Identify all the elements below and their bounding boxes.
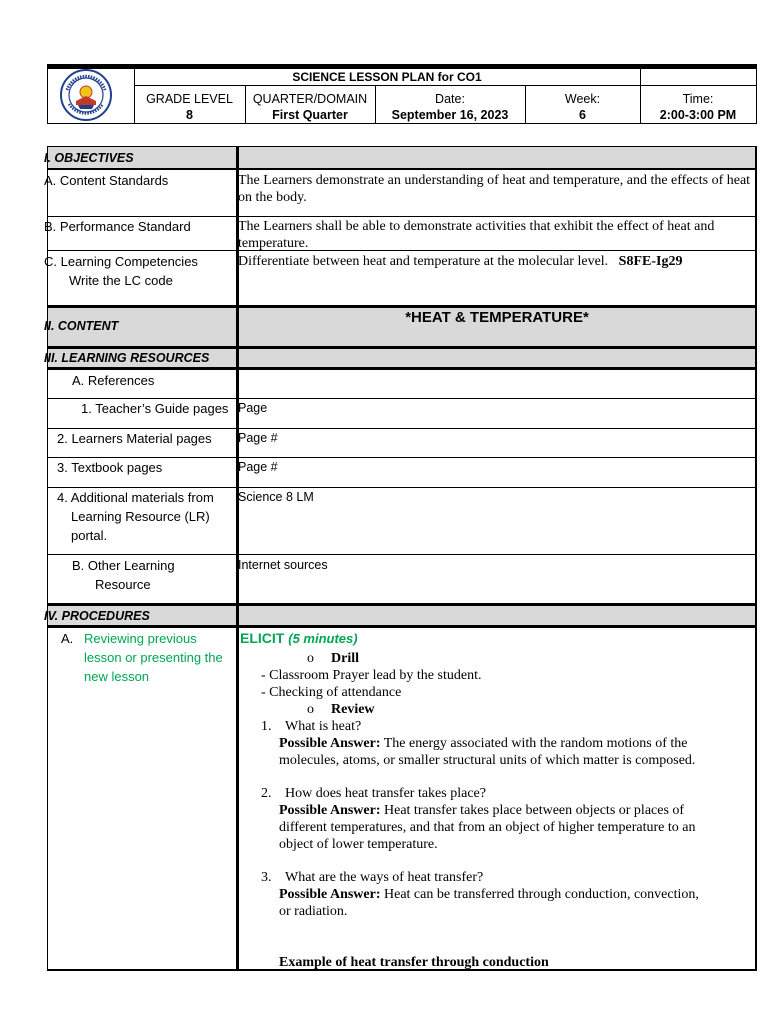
quarter-label: QUARTER/DOMAIN [252, 92, 368, 106]
answer-2-text: Heat transfer takes place between objects or places of [384, 803, 685, 818]
elicit-heading [240, 630, 358, 646]
content-standards-value: The Learners demonstrate an understanding of heat and temperature, and the effects of heat on the body. [238, 173, 751, 205]
question-3: What are the ways of heat transfer? [285, 870, 484, 885]
time-value: 2:00-3:00 PM [659, 108, 737, 122]
deped-seal-logo [59, 68, 113, 122]
table-rule [47, 625, 757, 628]
answer-1 [279, 735, 688, 752]
performance-standard-value: The Learners shall be able to demonstrate activities that exhibit the effect of heat and temperature. [238, 219, 715, 251]
table-right-rule [755, 146, 757, 971]
other-resource-label: B. Other Learning [72, 558, 175, 573]
answer-1-line-2: molecules, atoms, or smaller structural units of which matter is composed. [279, 753, 696, 768]
answer-3 [279, 886, 699, 903]
content-topic: *HEAT & TEMPERATURE* [405, 309, 589, 326]
table-rule [47, 367, 757, 370]
answer-2-line-3: object of lower temperature. [279, 837, 438, 852]
procedures-band [47, 605, 757, 626]
week-value: 6 [579, 108, 586, 122]
question-1-number: 1. [261, 719, 272, 734]
learners-material-label: 2. Learners Material pages [57, 431, 212, 446]
review-bullet: o [307, 702, 314, 717]
other-resource-value: Internet sources [238, 558, 328, 572]
additional-materials-label-3: portal. [71, 528, 108, 543]
conduction-example-heading: Example of heat transfer through conduction [279, 955, 549, 970]
procedures-heading: IV. PROCEDURES [44, 609, 150, 623]
answer-3-line-2: or radiation. [279, 904, 348, 919]
additional-materials-label-2: Learning Resource (LR) [71, 509, 210, 524]
additional-materials-value: Science 8 LM [238, 490, 314, 504]
lesson-plan-title: SCIENCE LESSON PLAN for CO1 [292, 70, 482, 84]
resources-heading: III. LEARNING RESOURCES [44, 351, 210, 365]
references-label: A. References [72, 373, 155, 388]
other-resource-label-2: Resource [95, 577, 151, 592]
drill-item-attendance: - Checking of attendance [261, 685, 402, 700]
table-rule [47, 554, 757, 555]
header-right-rule [756, 64, 757, 124]
answer-1-label: Possible Answer: [279, 736, 381, 751]
question-2-number: 2. [261, 786, 272, 801]
learners-material-value: Page # [238, 431, 278, 445]
answer-3-text: Heat can be transferred through conduction, convection, [384, 887, 699, 902]
table-rule [47, 305, 757, 308]
procedure-a-label-3: new lesson [84, 669, 150, 684]
answer-2-line-2: different temperatures, and that from an object of higher temperature to an [279, 820, 696, 835]
grade-level-value: 8 [186, 108, 193, 122]
teachers-guide-label: 1. Teacher’s Guide pages [81, 401, 229, 416]
objectives-heading: I. OBJECTIVES [44, 151, 134, 165]
lc-code: S8FE-Ig29 [618, 254, 683, 269]
procedure-a-label: Reviewing previous [84, 631, 197, 646]
procedure-a-letter: A. [61, 631, 74, 646]
question-3-number: 3. [261, 870, 272, 885]
answer-3-label: Possible Answer: [279, 887, 381, 902]
procedure-a-label-2: lesson or presenting the [84, 650, 223, 665]
elicit-label: ELICIT [240, 630, 285, 646]
learning-competencies-label: C. Learning Competencies [44, 254, 198, 269]
question-2: How does heat transfer takes place? [285, 786, 486, 801]
header-bottom-rule [47, 123, 757, 124]
date-label: Date: [435, 92, 465, 106]
drill-item-prayer: - Classroom Prayer lead by the student. [261, 668, 482, 683]
answer-2-label: Possible Answer: [279, 803, 381, 818]
performance-standard-label: B. Performance Standard [44, 219, 191, 234]
question-1: What is heat? [285, 719, 362, 734]
table-rule [47, 346, 757, 349]
textbook-label: 3. Textbook pages [57, 460, 163, 475]
week-label: Week: [564, 92, 601, 106]
answer-2 [279, 802, 684, 819]
learning-competencies-value [238, 253, 753, 270]
time-label: Time: [682, 92, 714, 106]
quarter-value: First Quarter [272, 108, 348, 122]
review-heading: Review [331, 702, 375, 717]
lc-code-label: Write the LC code [69, 273, 173, 288]
objectives-band [47, 147, 757, 169]
additional-materials-label: 4. Additional materials from [57, 490, 214, 505]
answer-1-text: The energy associated with the random motions of the [383, 736, 688, 751]
drill-heading: Drill [331, 651, 359, 666]
content-heading: II. CONTENT [44, 319, 119, 333]
textbook-value: Page # [238, 460, 278, 474]
header-left-rule [47, 64, 48, 124]
date-value: September 16, 2023 [391, 108, 509, 122]
teachers-guide-value: Page [238, 401, 268, 415]
table-rule [47, 146, 757, 147]
drill-bullet: o [307, 651, 314, 666]
header-title-rule [134, 85, 756, 86]
competency-text: Differentiate between heat and temperature at the molecular level. [238, 254, 609, 269]
table-rule [47, 168, 757, 170]
table-rule [47, 603, 757, 606]
grade-level-label: GRADE LEVEL [146, 92, 233, 106]
content-standards-label: A. Content Standards [44, 173, 169, 188]
elicit-time: (5 minutes) [288, 631, 358, 646]
